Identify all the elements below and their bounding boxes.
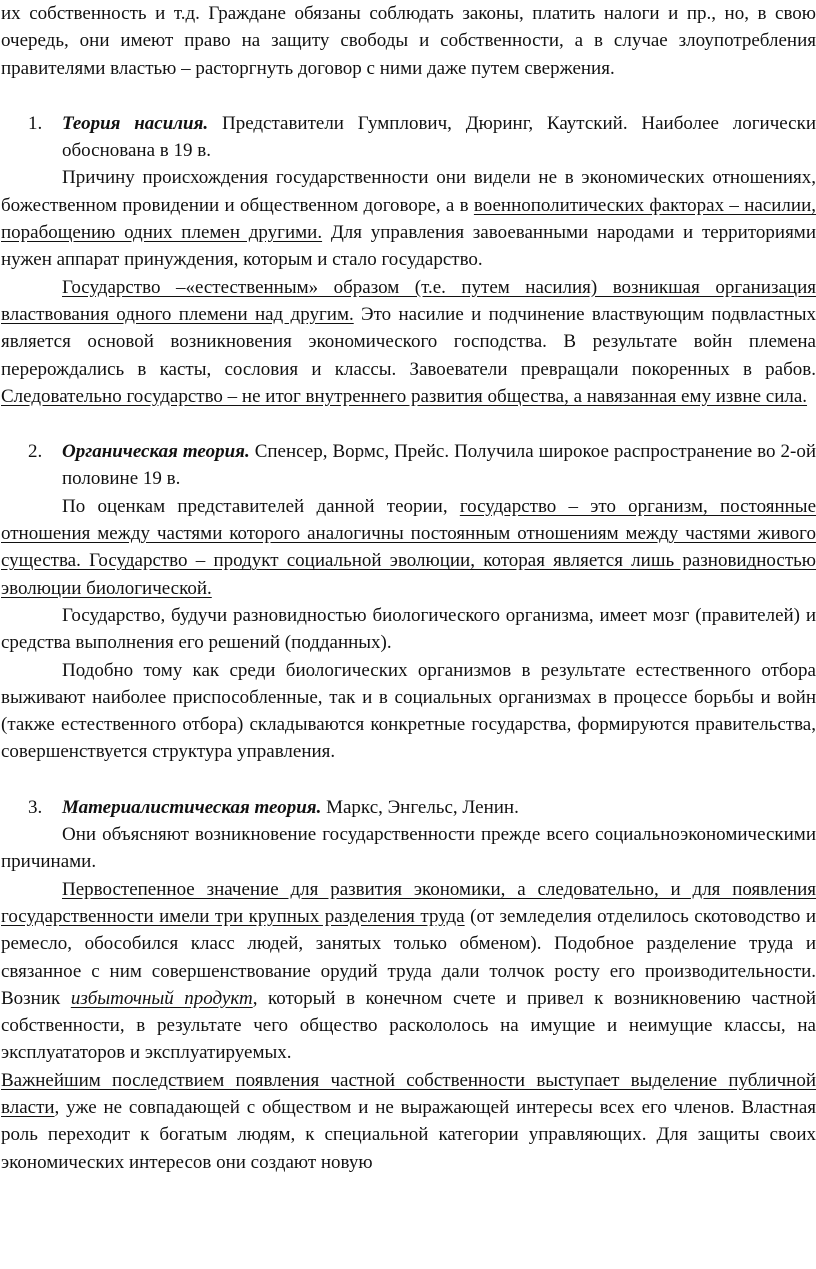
section-1-heading-text: Представители Гумплович, Дюринг, Каутский. Наиболее логически обоснована в 19 в.: [62, 112, 816, 162]
section-gap: [1, 82, 816, 110]
intro-paragraph: их собственность и т.д. Граждане обязаны соблюдать законы, платить налоги и пр., но, в свою очередь, они имеют право на защиту свободы и собственности, а в случае злоупотребления правителями властью – расторгнуть договор с ними даже путем свержения.: [1, 3, 816, 79]
section-gap: [1, 766, 816, 794]
underlined-phrase: Первостепенное значение для развития экономики, а следовательно, и для появления государственности имели три крупных разделения труда: [1, 878, 816, 927]
section-2-paragraph-1: По оценкам представителей данной теории, государство – это организм, постоянные отношения между частями которого аналогичны постоянным отношениям между частями живого существа. Государство – продукт социальной эволюции, которая является лишь разновидностью эволюции биологической.: [1, 495, 816, 599]
section-3-paragraph-1: Они объясняют возникновение государственности прежде всего социальноэкономическими причинами.: [1, 824, 816, 873]
underlined-phrase: государство – это организм, постоянные отношения между частями которого аналогичны постоянным отношениям между частями живого существа. Государство – продукт социальной эволюции, которая является лишь разновидностью эволюции биологической.: [1, 495, 816, 599]
section-1-number: 1.: [28, 112, 43, 134]
section-2-heading: [1, 438, 816, 493]
section-2-number: 2.: [28, 441, 43, 463]
underlined-phrase: военнополитических факторах – насилии, порабощению одних племен другими.: [1, 194, 816, 244]
section-2-heading-text: Спенсер, Вормс, Прейс. Получила широкое распространение во 2-ой половине 19 в.: [62, 441, 816, 490]
section-2-paragraph-3: Подобно тому как среди биологических организмов в результате естественного отбора выживают наиболее приспособленные, так и в социальных организмах в процессе борьбы и войн (также естественного отбора) складываются конкретные государства, формируются правительства, совершенствуется структура управления.: [1, 659, 816, 763]
underlined-phrase: Следовательно государство – не итог внутреннего развития общества, а навязанная ему извне сила.: [1, 385, 808, 407]
section-3-number: 3.: [28, 796, 43, 818]
underlined-phrase: Важнейшим последствием появления частной собственности выступает выделение публичной власти: [1, 1069, 816, 1118]
section-3-paragraph-3: Важнейшим последствием появления частной собственности выступает выделение публичной власти, уже не совпадающей с обществом и не выражающей интересы всех его членов. Властная роль переходит к богатым людям, к специальной категории управляющих. Для защиты своих экономических интересов они создают новую: [1, 1069, 816, 1173]
section-1-paragraph-2: Государство –«естественным» образом (т.е. путем насилия) возникшая организация властвования одного племени над другим. Это насилие и подчинение властвующим подвластных является основой возникновения экономического господства. В результате войн племена перерождались в касты, сословия и классы. Завоеватели превращали покоренных в рабов. Следовательно государство – не итог внутреннего развития общества, а навязанная ему извне сила.: [1, 276, 816, 407]
section-2-title: Органическая теория.: [62, 441, 250, 463]
section-3-title: Материалистическая теория.: [62, 796, 322, 818]
section-1-paragraph-1: Причину происхождения государственности они видели не в экономических отношениях, божественном провидении и общественном договоре, а в военнополитических факторах – насилии, порабощению одних племен другими. Для управления завоеванными народами и территориями нужен аппарат принуждения, которым и стало государство.: [1, 167, 816, 271]
section-1-title: Теория насилия.: [62, 112, 209, 134]
section-1-heading: [1, 110, 816, 165]
italic-underlined-term: избыточный продукт: [70, 987, 253, 1009]
section-3-heading: [1, 794, 816, 821]
section-gap: [1, 410, 816, 438]
underlined-phrase: Государство –«естественным» образом (т.е. путем насилия) возникшая организация властвования одного племени над другим.: [1, 276, 816, 325]
section-2-paragraph-2: Государство, будучи разновидностью биологического организма, имеет мозг (правителей) и средства выполнения его решений (подданных).: [1, 604, 816, 654]
section-3-heading-text: Маркс, Энгельс, Ленин.: [321, 796, 519, 818]
section-3-paragraph-2: Первостепенное значение для развития экономики, а следовательно, и для появления государственности имели три крупных разделения труда (от земледелия отделилось скотоводство и ремесло, обособился класс людей, занятых только обменом). Подобное разделение труда и связанное с ним совершенствование орудий труда дали толчок росту его производительности. Возник избыточный продукт, который в конечном счете и привел к возникновению частной собственности, в результате чего общество раскололось на имущие и неимущие классы, на эксплуататоров и эксплуатируемых.: [1, 878, 816, 1064]
